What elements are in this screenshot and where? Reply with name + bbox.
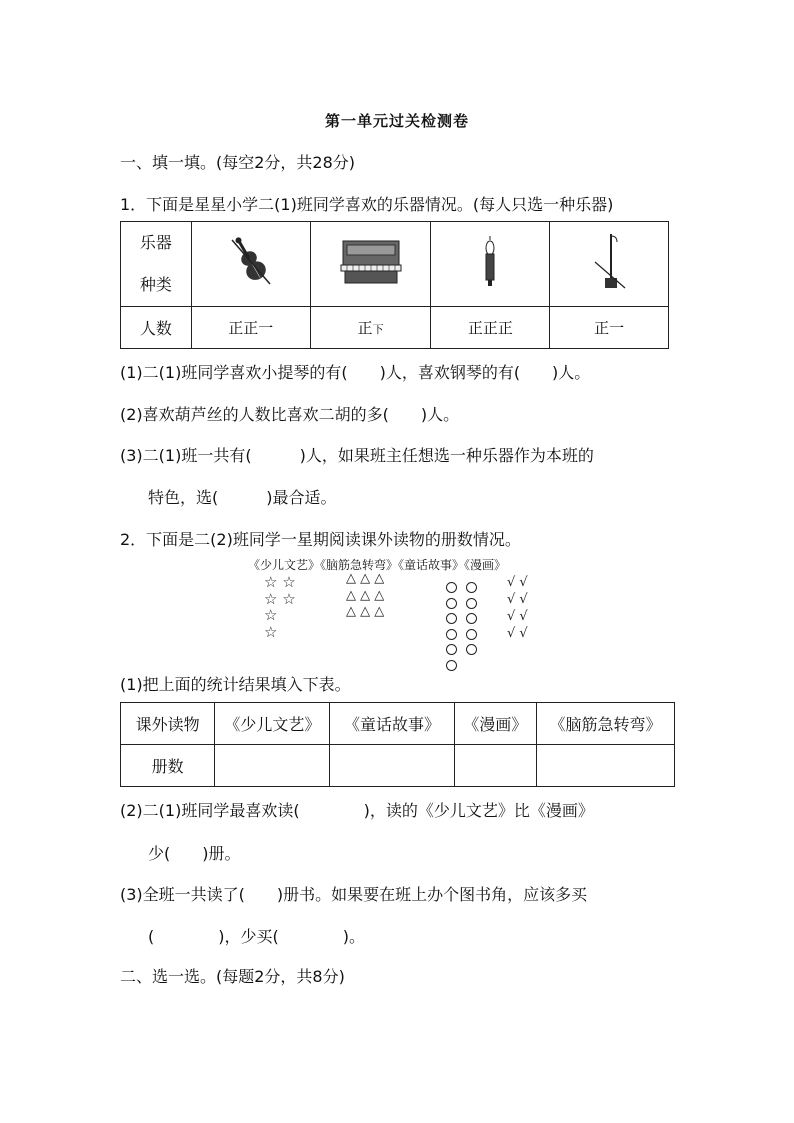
erhu-icon — [589, 232, 629, 292]
reading-count-label: 册数 — [121, 745, 215, 787]
stars-column — [264, 574, 296, 640]
reading-count-input[interactable] — [330, 745, 454, 787]
circle-mark — [466, 582, 477, 593]
q2-sub3a: (3)全班一共读了( )册书。如果要在班上办个图书角，应该多买 — [120, 885, 588, 904]
q2-sub3b: ( )，少买( )。 — [148, 927, 365, 946]
circles-row — [446, 609, 486, 625]
tally-main: 正正正 — [467, 319, 513, 337]
triangles-row: △ △ △ — [346, 604, 385, 619]
instrument-table — [120, 221, 669, 349]
circle-mark — [446, 613, 457, 624]
q2-stem: 2．下面是二(2)班同学一星期阅读课外读物的册数情况。 — [120, 530, 521, 549]
tally-erhu — [550, 307, 669, 349]
circles-row — [446, 594, 486, 610]
tally-hulusi — [431, 307, 550, 349]
circles-row — [446, 656, 486, 672]
q2-sub2b: 少( )册。 — [148, 844, 241, 863]
stars-row: ☆ ☆ — [264, 589, 296, 608]
instrument-type-label — [121, 222, 192, 307]
violin-icon — [226, 232, 276, 292]
label-instrument: 乐器 — [139, 233, 172, 252]
circles-row — [446, 640, 486, 656]
checks-row: √ √ — [507, 592, 528, 607]
circles-column — [446, 578, 486, 671]
q1-sub3b: 特色，选( )最合适。 — [148, 488, 337, 507]
tally-main: 正 — [594, 319, 610, 337]
reading-count-input[interactable] — [537, 745, 675, 787]
erhu-cell — [550, 222, 669, 307]
tally-tail: 一 — [609, 319, 625, 337]
circle-mark — [466, 644, 477, 655]
checks-row: √ √ — [507, 626, 528, 641]
reading-count-input[interactable] — [454, 745, 537, 787]
triangles-row: △ △ △ — [346, 571, 385, 586]
tally-main: 正正 — [228, 319, 259, 337]
triangles-column — [346, 571, 384, 621]
circle-mark — [466, 598, 477, 609]
checks-row: √ √ — [507, 609, 528, 624]
reading-header-4: 《脑筋急转弯》 — [537, 703, 675, 745]
q1-sub3a: (3)二(1)班一共有( )人，如果班主任想选一种乐器作为本班的 — [120, 446, 594, 465]
reading-header-2: 《童话故事》 — [330, 703, 454, 745]
reading-header-1: 《少儿文艺》 — [215, 703, 330, 745]
circles-row — [446, 625, 486, 641]
hulusi-icon — [480, 236, 500, 288]
circle-mark — [446, 598, 457, 609]
circle-mark — [446, 660, 457, 671]
label-type: 种类 — [139, 275, 172, 294]
reading-count-input[interactable] — [215, 745, 330, 787]
hulusi-cell — [431, 222, 550, 307]
count-label: 人数 — [121, 307, 192, 349]
violin-cell — [191, 222, 310, 307]
circle-mark — [446, 582, 457, 593]
stars-row: ☆ — [264, 606, 278, 624]
tally-piano — [310, 307, 431, 349]
checks-row: √ √ — [507, 575, 528, 590]
q1-sub1: (1)二(1)班同学喜欢小提琴的有( )人，喜欢钢琴的有( )人。 — [120, 363, 591, 382]
stars-row: ☆ ☆ — [264, 573, 296, 591]
stars-row: ☆ — [264, 622, 278, 641]
q2-sub2a: (2)二(1)班同学最喜欢读( )，读的《少儿文艺》比《漫画》 — [120, 801, 594, 820]
reading-header-0: 课外读物 — [121, 703, 215, 745]
circle-mark — [466, 629, 477, 640]
circle-mark — [446, 644, 457, 655]
circles-row — [446, 578, 486, 594]
q2-sub1: (1)把上面的统计结果填入下表。 — [120, 675, 351, 694]
q1-sub2: (2)喜欢葫芦丝的人数比喜欢二胡的多( )人。 — [120, 405, 460, 424]
reading-header-3: 《漫画》 — [454, 703, 537, 745]
circle-mark — [466, 613, 477, 624]
reading-table — [120, 702, 675, 787]
section2-heading: 二、选一选。(每题2分，共8分) — [120, 967, 345, 986]
triangles-row: △ △ △ — [346, 587, 385, 603]
tally-violin — [191, 307, 310, 349]
piano-cell — [310, 222, 431, 307]
tally-main: 正 — [357, 319, 373, 337]
tally-tail: 一 — [258, 319, 274, 337]
books-header: 《少儿文艺》《脑筋急转弯》《童话故事》《漫画》 — [248, 558, 507, 572]
section1-heading: 一、填一填。(每空2分，共28分) — [120, 153, 356, 172]
piano-icon — [339, 239, 403, 285]
checks-column — [507, 575, 528, 643]
tally-tail: 下 — [372, 323, 384, 336]
q1-stem: 1．下面是星星小学二(1)班同学喜欢的乐器情况。(每人只选一种乐器) — [120, 195, 614, 214]
page-title: 第一单元过关检测卷 — [324, 112, 469, 130]
circle-mark — [446, 629, 457, 640]
